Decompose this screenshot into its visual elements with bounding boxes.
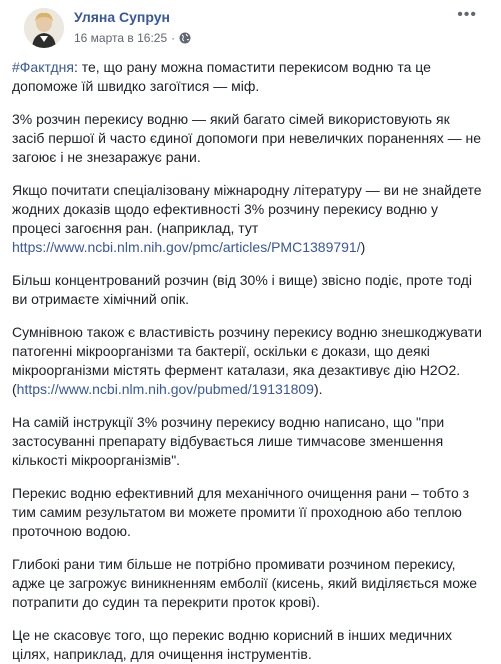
paragraph-text: 3% розчин перекису водню — який багато сімей використовують як засіб першої й часто єдиної допомоги при невеличких пораненнях — не загоює і не знезаражує рани. — [12, 111, 481, 165]
post-paragraph — [12, 110, 485, 167]
post-meta — [74, 31, 191, 45]
meta-separator: · — [171, 31, 176, 45]
post-paragraph — [12, 484, 485, 541]
paragraph-text: Глибокі рани тим більше не потрібно промивати розчином перекису, адже це загрожує виникненням емболії (кисень, який виділяється може потрапити до судин та перекрити проток крові). — [12, 556, 478, 610]
paragraph-text: Перекис водню ефективний для механічного очищення рани – тобто з тим самим результатом ви можете промити її проходною або теплою проточною водою. — [12, 485, 470, 539]
paragraph-text: Сумнівною також є властивість розчину перекису водню знешкоджувати патогенні мікроорганізми та бактерії, оскільки є докази, що деякі мікроорганізми містять фермент каталази, яка дезактивує дію H2O2. ( — [12, 324, 482, 397]
paragraph-text: : те, що рану можна помастити перекисом водню та це допоможе їй швидко загоїтися — міф. — [12, 59, 431, 94]
post-header — [12, 0, 489, 58]
paragraph-tail: ). — [313, 381, 323, 397]
paragraph-text: Це не скасовує того, що перекис водню корисний в інших медичних цілях, наприклад, для очищення інструментів. — [12, 627, 453, 662]
post-paragraph — [12, 58, 485, 96]
ncbi-pubmed-link[interactable]: https://www.ncbi.nlm.nih.gov/pubmed/19131809 — [16, 381, 314, 397]
post-paragraph — [12, 181, 485, 257]
post-paragraph — [12, 555, 485, 612]
post-paragraph — [12, 626, 485, 664]
post-paragraph — [12, 271, 485, 309]
paragraph-text: Якщо почитати спеціалізовану міжнародну літературу — ви не знайдете жодних доказів щодо ефективності 3% розчину перекису водню у процесі загоєння ран. (наприклад, тут — [12, 182, 482, 236]
ncbi-pmc-link[interactable]: https://www.ncbi.nlm.nih.gov/pmc/articles/PMC1389791/ — [12, 239, 361, 255]
paragraph-text: На самій інструкції 3% розчину перекису водню написано, що "при застосуванні препарату відбувається лише тимчасове зменшення кількості мікроорганізмів". — [12, 414, 445, 468]
paragraph-text: Більш концентрований розчин (від 30% і вище) звісно подіє, проте тоді ви отримаєте хімічний опік. — [12, 272, 473, 307]
paragraph-tail: ) — [360, 239, 366, 255]
author-name[interactable]: Уляна Супрун — [74, 9, 170, 25]
hashtag-link[interactable]: #Фактдня — [12, 59, 74, 75]
post-paragraph — [12, 413, 485, 470]
post-body — [12, 58, 489, 664]
post-paragraph — [12, 323, 485, 399]
author-avatar[interactable] — [24, 8, 64, 48]
post-timestamp[interactable]: 16 марта в 16:25 — [74, 31, 168, 45]
globe-icon[interactable] — [179, 32, 191, 44]
more-options-icon[interactable]: ••• — [457, 6, 477, 23]
